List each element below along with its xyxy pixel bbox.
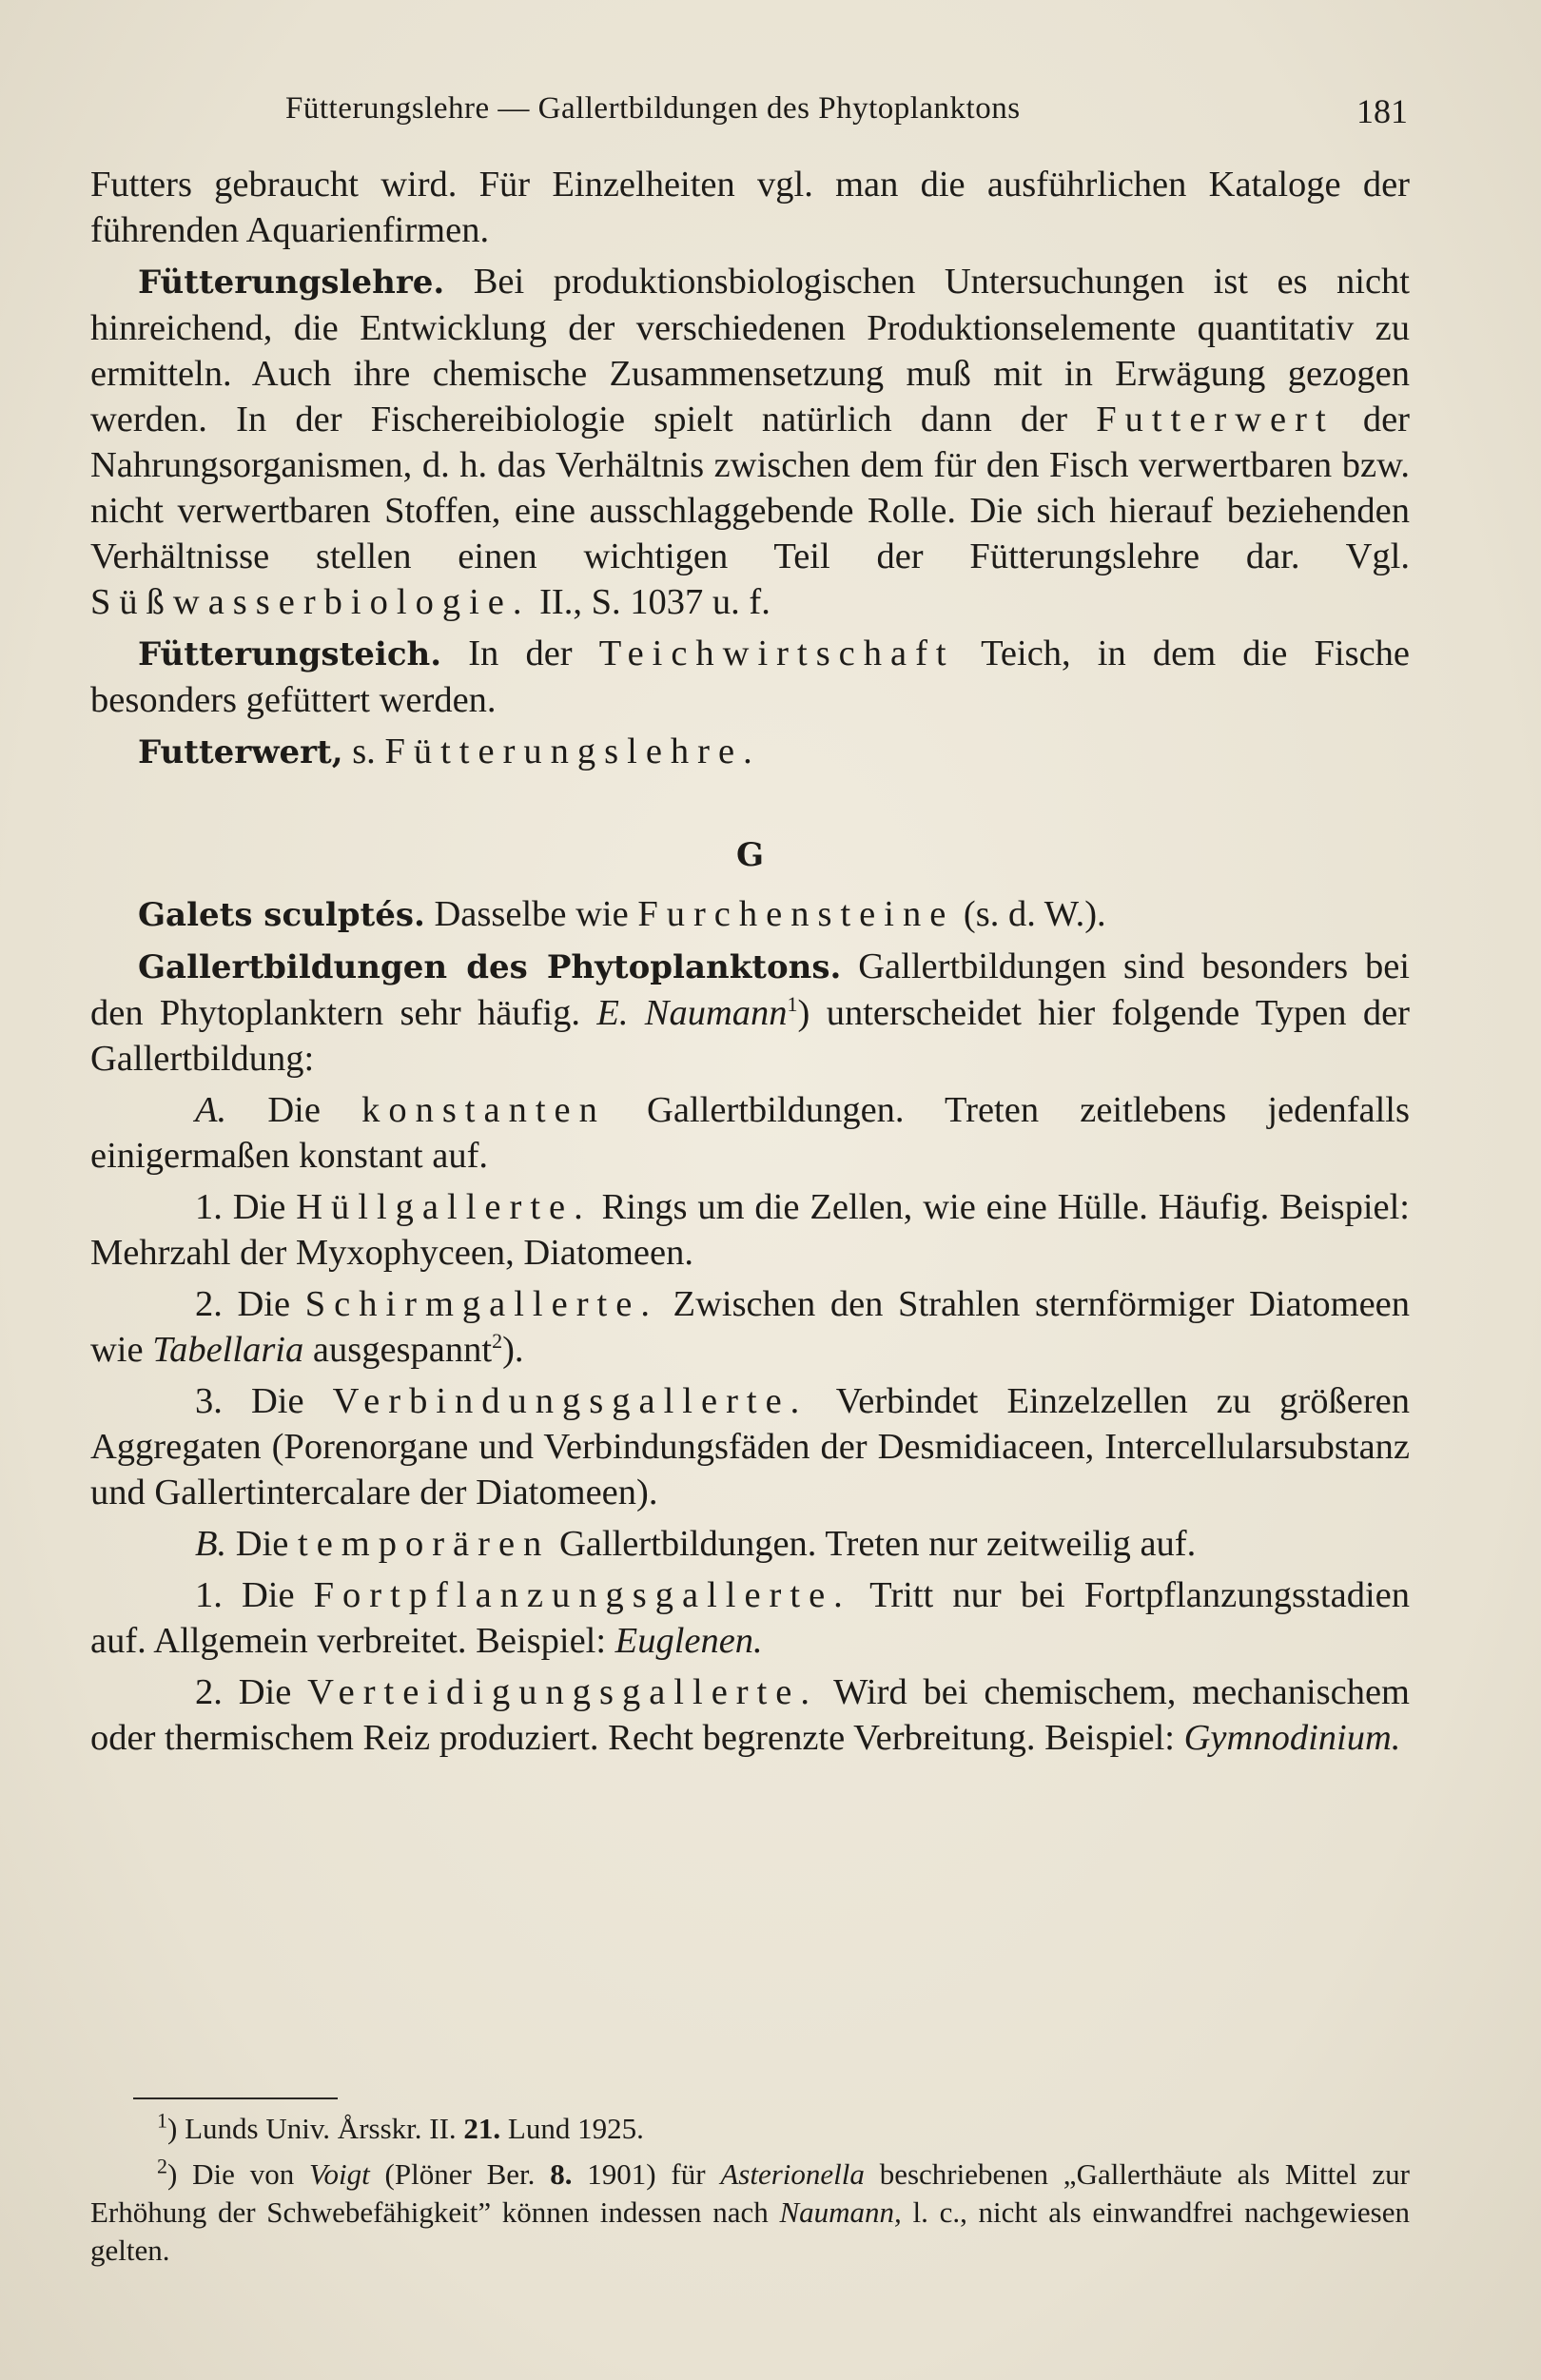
entry-galets-sculptes <box>90 891 1410 938</box>
text-run: Gallertbildungen. Treten zeitlebens jedenfalls einigermaßen konstant auf. <box>90 1090 1410 1176</box>
text-run: ) Die von <box>167 2157 309 2191</box>
list-item-b1 <box>90 1572 1410 1664</box>
text-run: s. <box>342 732 385 771</box>
list-marker: A. <box>195 1090 227 1130</box>
main-text <box>90 162 1410 1766</box>
spaced-term: temporären <box>298 1524 551 1564</box>
text-run: Wird bei chemischem, mechanischem oder thermischem Reiz produziert. Recht begrenzte Verbreitung. Beispiel: <box>90 1672 1411 1758</box>
text-run: Zwischen den Strahlen sternförmiger Diatomeen wie <box>90 1284 1410 1370</box>
spaced-term: Fütterungslehre. <box>384 732 761 771</box>
spaced-term: Fortpflanzungsgallerte. <box>313 1575 851 1615</box>
text-run: Verbindet Einzelzellen zu größeren Aggregaten (Porenorgane und Verbindungsfäden der Desmidiaceen, Intercellularsubstanz und Gallertintercalare der Diatomeen). <box>90 1381 1410 1512</box>
spaced-term: Verbindungsgallerte. <box>332 1381 809 1421</box>
text-run: (Plöner Ber. <box>369 2157 551 2191</box>
text-run: Die <box>226 1524 298 1564</box>
lemma: Gallertbildungen des Phytoplanktons. <box>138 948 842 986</box>
text-run: Rings um die Zellen, wie eine Hülle. Häufig. Beispiel: Mehrzahl der Myxophyceen, Diatomeen. <box>90 1187 1410 1273</box>
text-run: Dasselbe wie <box>424 894 638 934</box>
running-head: Fütterungslehre — Gallertbildungen des Phytoplanktons <box>285 91 1021 126</box>
volume-number: 21. <box>463 2112 501 2145</box>
text-run: 3. Die <box>195 1381 333 1421</box>
text-run: ausgespannt <box>303 1330 493 1370</box>
text-run: l. c., nicht als einwandfrei nachgewiesen gelten. <box>90 2195 1410 2267</box>
footnote-mark: 2 <box>157 2154 167 2178</box>
list-item-b <box>90 1521 1410 1567</box>
footnotes <box>90 2110 1410 2277</box>
section-letter: G <box>735 836 765 874</box>
text-run: 2. Die <box>195 1284 305 1324</box>
list-marker: B. <box>195 1524 227 1564</box>
spaced-term: konstanten <box>361 1090 606 1130</box>
list-item-a1 <box>90 1184 1410 1276</box>
taxon-name: Euglenen. <box>614 1621 763 1661</box>
text-run: 1. Die <box>195 1575 314 1615</box>
text-run: 1. Die <box>195 1187 297 1227</box>
text-run: Tritt nur bei Fortpflanzungsstadien auf. Allgemein verbreitet. Beispiel: <box>90 1575 1410 1661</box>
footnote-mark: 1 <box>157 2108 167 2133</box>
spaced-term: Süßwasserbiologie. <box>90 582 531 622</box>
text-run: In der <box>441 634 599 673</box>
text-run: Gallertbildungen sind besonders bei den Phytoplanktern sehr häufig. <box>90 946 1410 1033</box>
spaced-term: Futterwert <box>1096 400 1335 439</box>
lemma: Futterwert, <box>138 733 343 771</box>
entry-gallertbildungen <box>90 944 1410 1082</box>
text-run: Die <box>226 1090 362 1130</box>
text-run: 1901) für <box>572 2157 721 2191</box>
entry-fuetterungslehre <box>90 259 1410 625</box>
lemma: Fütterungslehre. <box>138 263 445 302</box>
volume-number: 8. <box>550 2157 573 2191</box>
text-run: 2. Die <box>195 1672 308 1712</box>
page-header <box>90 88 1408 145</box>
entry-futterwert <box>90 729 1410 775</box>
text-run: Gallertbildungen. Treten nur zeitweilig auf. <box>550 1524 1197 1564</box>
footnote-ref: 2 <box>492 1329 503 1354</box>
text-run: Futters gebraucht wird. Für Einzelheiten vgl. man die ausführlichen Kataloge der führenden Aquarienfirmen. <box>90 165 1410 250</box>
continuation-paragraph <box>90 162 1410 253</box>
lemma: Fütterungsteich. <box>138 635 442 673</box>
taxon-name: Asterionella <box>720 2157 865 2191</box>
footnote-ref: 1 <box>787 992 798 1017</box>
list-item-a2 <box>90 1281 1410 1373</box>
text-run: beschriebenen „Gallerthäute als Mittel zur Erhöhung der Schwebefähigkeit” können indessen nach <box>90 2157 1410 2229</box>
entry-fuetterungsteich <box>90 631 1410 723</box>
text-run: Bei produktionsbiologischen Untersuchungen ist es nicht hinreichend, die Entwicklung der verschiedenen Produktionselemente quantitativ zu ermitteln. Auch ihre chemische Zusammensetzung muß mit in Erwägung gezogen werden. In der Fischereibiologie spielt natürlich dann der <box>90 262 1410 439</box>
author-name: Naumann, <box>779 2195 902 2229</box>
footnote-2 <box>90 2156 1410 2270</box>
text-run: der Nahrungsorganismen, d. h. das Verhältnis zwischen dem für den Fisch verwertbaren bzw. nicht verwertbaren Stoffen, eine ausschlaggebende Rolle. Die sich hierauf beziehenden Verhältnisse stellen einen wichtigen Teil der Fütterungslehre dar. Vgl. <box>90 400 1410 576</box>
spaced-term: Verteidigungsgallerte. <box>307 1672 819 1712</box>
text-run: ) Lunds Univ. Årsskr. II. <box>167 2112 464 2145</box>
text-run: Lund 1925. <box>500 2112 644 2145</box>
text-run: (s. d. W.). <box>954 894 1106 934</box>
text-run: Teich, in dem die Fische besonders gefüttert werden. <box>90 634 1410 720</box>
author-name: Voigt <box>309 2157 370 2191</box>
taxon-name: Tabellaria <box>152 1330 304 1370</box>
taxon-name: Gymnodinium. <box>1183 1718 1401 1758</box>
list-item-a <box>90 1087 1410 1179</box>
spaced-term: Furchensteine <box>637 894 955 934</box>
text-run: II., S. 1037 u. f. <box>530 582 770 622</box>
footnote-1 <box>90 2110 1410 2148</box>
lemma: Galets sculptés. <box>138 896 425 934</box>
page-number: 181 <box>1356 92 1408 130</box>
spaced-term: Teichwirtschaft <box>598 634 955 673</box>
list-item-a3 <box>90 1378 1410 1515</box>
text-run: ). <box>502 1330 524 1370</box>
footnote-rule <box>133 2097 338 2099</box>
list-item-b2 <box>90 1669 1410 1761</box>
spaced-term: Schirmgallerte. <box>304 1284 658 1324</box>
spaced-term: Hüllgallerte. <box>296 1187 592 1227</box>
text-run: ) unterscheidet hier folgende Typen der Gallertbildung: <box>90 993 1410 1079</box>
author-name: E. Naumann <box>596 993 788 1033</box>
